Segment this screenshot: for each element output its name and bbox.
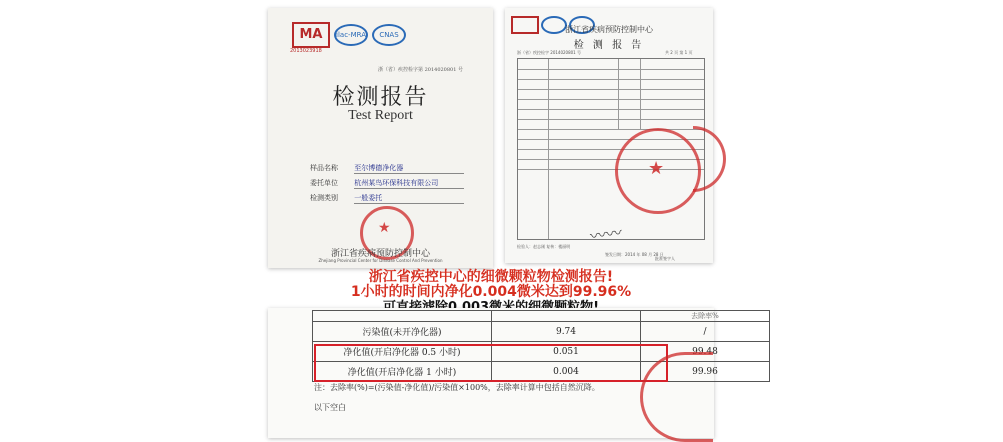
field-sample-name [310,163,464,174]
stamp-star-icon: ★ [378,220,391,236]
ilac-logo: ilac-MRA [334,24,368,46]
row-name: 净化值(开启净化器 1 小时) [313,362,492,382]
table-row [518,79,704,80]
cover-org-en: Zhejiang Provincial Center for Disease Control And Prevention [318,258,443,263]
report-header-org: 浙江省疾病预防控制中心 [565,25,653,34]
report-issue-date: 签发日期：2014 年 08 月 28 日 [605,252,664,257]
table-row [518,109,704,110]
row-value: 0.004 [492,362,641,382]
stamp-star-icon: ★ [648,158,665,179]
headline-line-1: 浙江省疾控中心的细微颗粒物检测报告! [368,269,614,285]
field-client [310,178,464,189]
row-name: 净化值(开启净化器 0.5 小时) [313,342,492,362]
header-removal-rate: 去除率% [641,311,770,322]
row-name: 污染值(未开净化器) [313,322,492,342]
field-value: 至尔博德净化器 [354,163,464,174]
row-value: 0.051 [492,342,641,362]
report-title: 检 测 报 告 [573,40,645,51]
report-meta-right: 共 2 页 第 1 页 [665,50,693,55]
table-row [313,322,770,342]
document-number: 浙（省）疾控检字第 2014020801 号 [378,67,463,73]
headline-line-2: 1小时的时间内净化0.004微米达到99.96% [350,284,632,300]
row-rate: 99.96 [641,362,770,382]
table-header-row [313,311,770,322]
field-label: 检测类别 [310,194,338,202]
report-inspectors: 检验人：赵志刚 复核：楼丽明 [517,244,571,249]
ma-number: 2013023918 [290,48,322,54]
handwritten-signature: 〰〰 [588,222,624,247]
ma-logo: MA [292,22,330,48]
table-row [518,69,704,70]
blank-below-marker: 以下空白 [314,403,346,412]
field-label: 委托单位 [310,179,338,187]
edge-seal-stamp [693,126,726,192]
field-value: 一般委托 [354,193,464,204]
table-row [518,129,704,130]
row-value: 9.74 [492,322,641,342]
cover-org-cn: 浙江省疾病预防控制中心 [330,249,430,259]
report-cover-page [268,8,493,268]
report-meta-left: 浙（省）疾控检字 2014020801 号 [517,50,581,55]
row-rate: 99.48 [641,342,770,362]
table-row [518,99,704,100]
calculation-note: 注：去除率(%)=(污染值-净化值)/污染值×100%，去除率计算中包括自然沉降。 [314,383,600,392]
cnas-logo: CNAS [372,24,406,46]
field-label: 样品名称 [310,164,338,172]
report-approver: 批准签字人 [655,256,675,261]
table-row [518,119,704,120]
field-test-type [310,193,464,204]
cover-title-en: Test Report [348,108,413,123]
highlight-box [314,344,668,382]
table-row [518,89,704,90]
field-value: 杭州某鸟环保科技有限公司 [354,178,464,189]
row-rate: / [641,322,770,342]
cover-title-cn: 检测报告 [332,85,429,110]
